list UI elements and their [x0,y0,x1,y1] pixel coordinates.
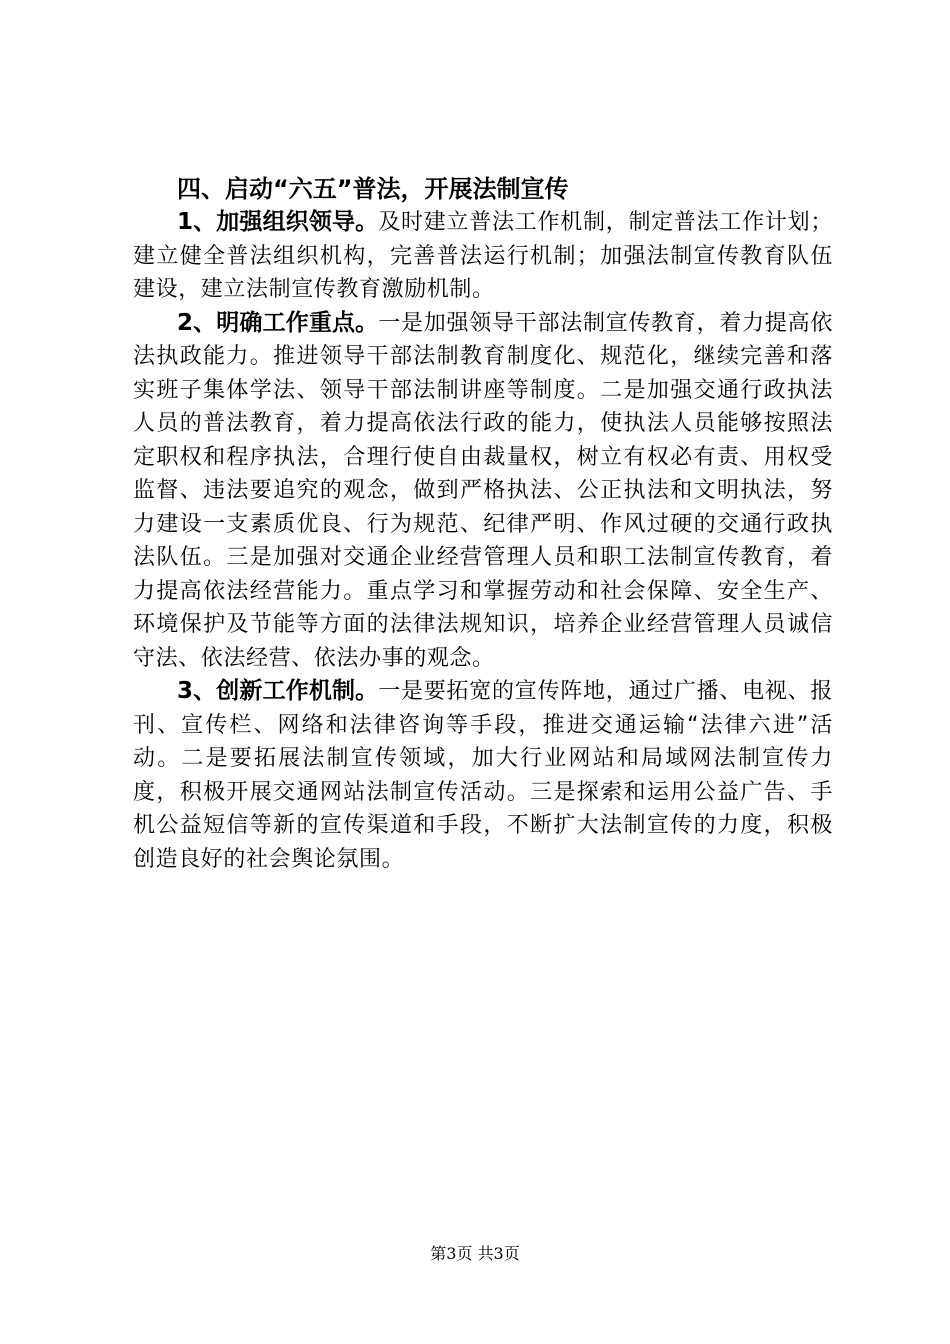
paragraph-2-body: 一是加强领导干部法制宣传教育，着力提高依法执政能力。推进领导干部法制教育制度化、规范化，继续完善和落实班子集体学法、领导干部法制讲座等制度。二是加强交通行政执法人员的普法教育，着力提高依法行政的能力，使执法人员能够按照法定职权和程序执法，合理行使自由裁量权，树立有权必有责、用权受监督、违法要追究的观念，做到严格执法、公正执法和文明执法，努力建设一支素质优良、行为规范、纪律严明、作风过硬的交通行政执法队伍。三是加强对交通企业经营管理人员和职工法制宣传教育，着力提高依法经营能力。重点学习和掌握劳动和社会保障、安全生产、环境保护及节能等方面的法律法规知识，培养企业经营管理人员诚信守法、依法经营、依法办事的观念。 [133,310,833,671]
paragraph-2-lead: 2、明确工作重点。 [177,309,379,336]
paragraph-1-lead: 1、加强组织领导。 [177,209,379,235]
paragraph-1-body: 及时建立普法工作机制，制定普法工作计划；建立健全普法组织机构，完善普法运行机制；加强法制宣传教育队伍建设，建立法制宣传教育激励机制。 [133,210,833,302]
page-number-footer: 第3页 共3页 [430,1244,520,1263]
section-heading: 四、启动“六五”普法，开展法制宣传 [177,175,569,203]
paragraph-1 [133,206,833,307]
paragraph-3-lead: 3、创新工作机制。 [177,678,379,704]
paragraph-2 [133,307,833,676]
paragraph-3-body: 一是要拓宽的宣传阵地，通过广播、电视、报刊、宣传栏、网络和法律咨询等手段，推进交通运输“法律六进”活动。二是要拓展法制宣传领域，加大行业网站和局域网法制宣传力度，积极开展交通网站法制宣传活动。三是探索和运用公益广告、手机公益短信等新的宣传渠道和手段，不断扩大法制宣传的力度，积极创造良好的社会舆论氛围。 [133,679,833,872]
paragraph-3 [133,675,833,876]
document-body [133,173,833,876]
